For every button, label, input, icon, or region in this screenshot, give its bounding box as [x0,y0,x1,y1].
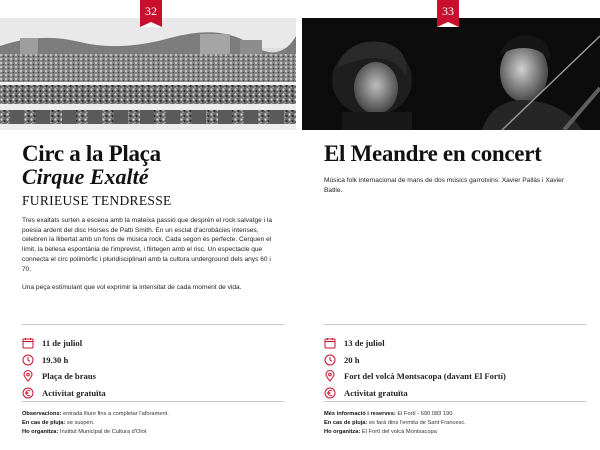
bullring-photo [0,18,296,130]
event-title: El Meandre en concert [324,141,542,166]
note-line [22,428,284,437]
description-paragraph: Tres exaltats surten a escena amb la mateixa passió que desprèn el rock salvatge i la poesia ardent del disc Horses de Patti Smith. En un esclat d'acrobàcies intenses, celebren la llibertat amb un fons de música rock. Cada segon és perfecte. Cerquen el límit, la bellesa espontània de l'imprevist, i flirtegen amb el risc. Un espectacle que connecta el circ polimòrfic i pluridisciplinari amb la cultura underground dels anys 60 i 70. [22,217,273,273]
divider [22,324,284,325]
event-photo-musicians [302,18,600,130]
info-price-text: Activitat gratuïta [42,387,106,398]
info-time [324,352,506,369]
info-place-text: Fort del volcà Montsacopa (davant El Fortí) [344,371,506,382]
note-label: Ho organitza: [324,429,361,435]
event-number-badge: 32 [140,0,162,27]
info-date [324,335,506,352]
location-pin-icon [324,370,336,382]
note-label: Ho organitza: [22,429,59,435]
event-33 [300,0,600,450]
info-time-text: 19.30 h [42,354,69,365]
note-line [324,410,586,419]
calendar-icon [324,337,336,349]
event-info [324,335,506,401]
info-time [22,352,106,369]
note-label: Observacions: [22,411,62,417]
info-date-text: 13 de juliol [344,338,385,349]
note-text: se suspèn. [65,420,95,426]
note-label: En cas de pluja: [22,420,66,426]
note-text: es farà dins l'ermita de Sant Francesc. [367,420,466,426]
note-text: El Fortí del volcà Montsacopa [360,429,437,435]
note-text: Institut Municipal de Cultura d'Olot [58,429,147,435]
euro-icon [324,387,336,399]
info-date [22,335,106,352]
event-photo-bullring-crowd [0,18,296,130]
note-label: Més informació i reserves: [324,411,396,417]
clock-icon [22,354,34,366]
event-number-badge: 33 [437,0,459,27]
event-subtitle: Cirque Exalté [22,164,149,189]
event-notes [22,410,284,437]
note-line [22,410,284,419]
euro-icon [22,387,34,399]
info-price [324,385,506,402]
musicians-photo [302,18,600,130]
event-32 [0,0,292,450]
divider [324,401,586,402]
event-notes [324,410,586,437]
location-pin-icon [22,370,34,382]
note-label: En cas de pluja: [324,420,368,426]
info-place [324,368,506,385]
note-line [324,428,586,437]
note-line [324,419,586,428]
divider [324,324,586,325]
info-date-text: 11 de juliol [42,338,83,349]
info-place-text: Plaça de braus [42,371,96,382]
info-time-text: 20 h [344,354,360,365]
info-price [22,385,106,402]
event-title: Circ a la Plaça [22,141,161,166]
event-info [22,335,106,401]
note-line [22,419,284,428]
event-description [22,216,280,293]
calendar-icon [22,337,34,349]
note-text: entrada lliure fins a completar l'aforament. [61,411,169,417]
info-place [22,368,106,385]
event-tagline: FURIEUSE TENDRESSE [22,193,172,208]
clock-icon [324,354,336,366]
description-paragraph: Una peça estimulant que vol exprimir la intensitat de cada moment de vida. [22,284,242,292]
note-text: El Fortí - 690 083 190 [395,411,453,417]
description-paragraph: Música folk internacional de mans de dos músics garrotxins: Xavier Pallàs i Xavier Batlle. [324,177,565,194]
event-description [324,176,584,195]
info-price-text: Activitat gratuïta [344,387,408,398]
divider [22,401,284,402]
